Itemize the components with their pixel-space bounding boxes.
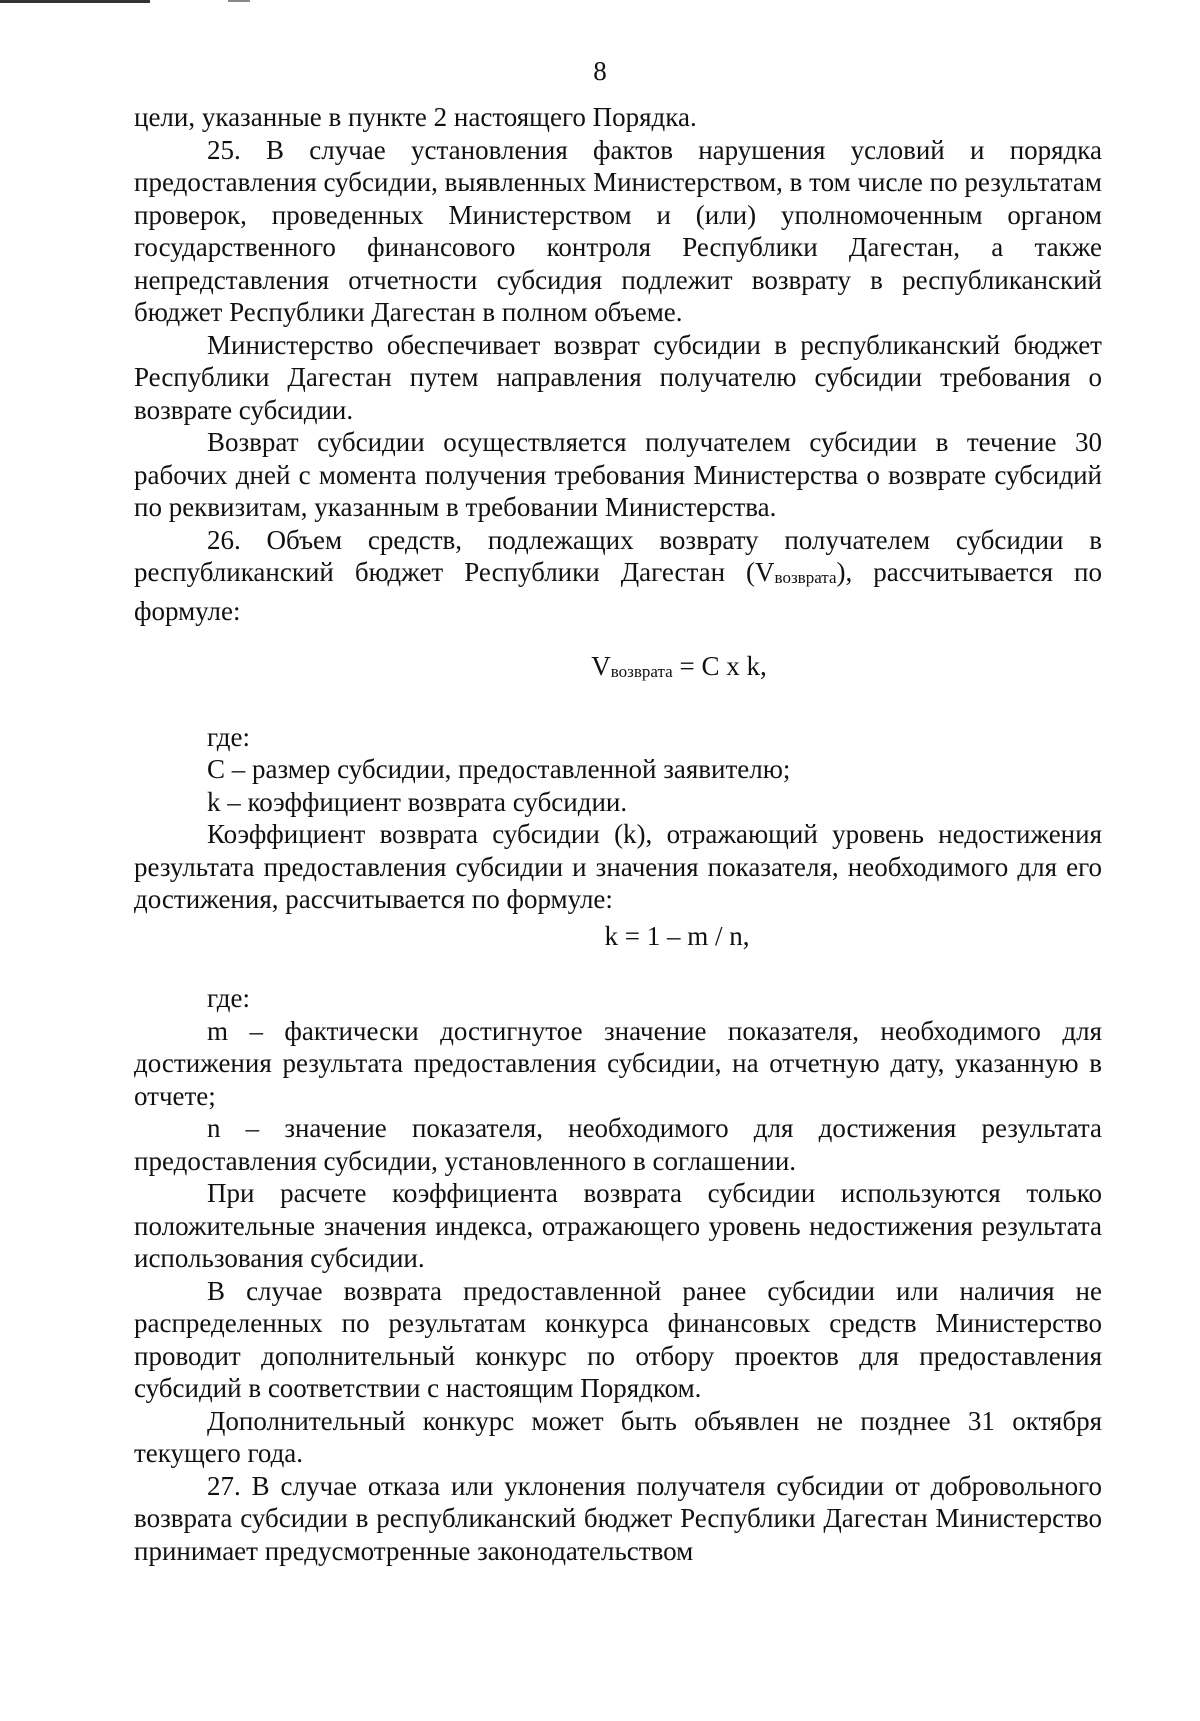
definition-c: С – размер субсидии, предоставленной заявителю; [207,754,791,784]
formula-v-symbol: V [591,651,611,681]
page-number: 8 [593,56,607,86]
definition-n: n – значение показателя, необходимого для достижения результата предоставления субсидии, установленного в соглашении. [134,1113,1102,1176]
scan-edge-mark [0,0,150,3]
formula-v-return [134,650,1102,689]
clause-26-subscript: возврата [774,568,837,587]
where-label-2: где: [207,983,250,1013]
where-label-1: где: [207,721,250,752]
definition-k: k – коэффициент возврата субсидии. [207,786,628,817]
coefficient-paragraph: Коэффициент возврата субсидии (k), отражающий уровень недостижения результата предоставления субсидии и значения показателя, необходимого для его достижения, рассчитывается по формуле: [134,819,1102,914]
definition-m: m – фактически достигнутое значение показателя, необходимого для достижения результата предоставления субсидии, на отчетную дату, указанную в отчете; [134,1015,1102,1111]
clause-26 [134,524,1102,628]
additional-contest-paragraph: В случае возврата предоставленной ранее субсидии или наличия не распределенных по результатам конкурса финансовых средств Министерство проводит дополнительный конкурс по отбору проектов для предоставления субсидий в соответствии с настоящим Порядком. [134,1275,1102,1403]
paragraph-continuation: цели, указанные в пункте 2 настоящего Порядка. [134,102,697,132]
scan-edge-mark-small [228,0,250,2]
clause-25-return-demand: Министерство обеспечивает возврат субсидии в республиканский бюджет Республики Дагестан путем направления получателю субсидии требования о возврате субсидии. [134,329,1102,425]
clause-26-text-a: 26. Объем средств, подлежащих возврату получателем субсидии в республиканский бюджет Республики Дагестан (V [134,524,1102,587]
positive-values-paragraph: При расчете коэффициента возврата субсидии используются только положительные значения индекса, отражающего уровень недостижения результата использования субсидии. [134,1178,1102,1273]
clause-26-text-b: ), рассчитывается по формуле: [134,557,1102,626]
clause-27: 27. В случае отказа или уклонения получателя субсидии от добровольного возврата субсидии в республиканский бюджет Республики Дагестан Министерство принимает предусмотренные законодательством [134,1470,1102,1566]
document-body [134,101,1102,1567]
formula-v-rhs: = C x k, [672,651,767,681]
clause-25: 25. В случае установления фактов нарушения условий и порядка предоставления субсидии, выявленных Министерством, в том числе по результатам проверок, проведенных Министерством и (или) уполномоченным органом государственного финансового контроля Республики Дагестан, а также непредставления отчетности субсидия подлежит возврату в республиканский бюджет Республики Дагестан в полном объеме. [134,134,1102,327]
clause-25-return-term: Возврат субсидии осуществляется получателем субсидии в течение 30 рабочих дней с момента получения требования Министерства о возврате субсидий по реквизитам, указанным в требовании Министерства. [134,427,1102,522]
formula-v-subscript: возврата [610,662,673,681]
formula-k: k = 1 – m / n, [604,920,750,951]
contest-deadline-paragraph: Дополнительный конкурс может быть объявлен не позднее 31 октября текущего года. [134,1405,1102,1468]
